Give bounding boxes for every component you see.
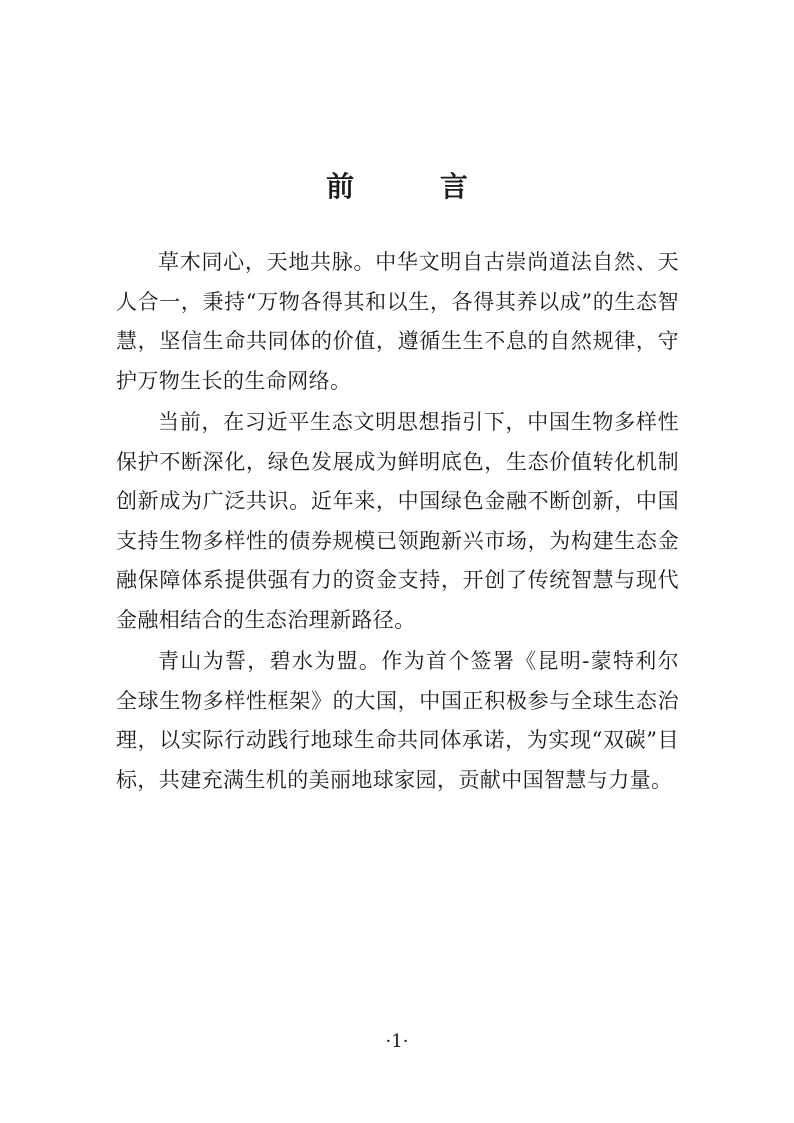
paragraph-1: 草木同心，天地共脉。中华文明自古崇尚道法自然、天人合一，秉持“万物各得其和以生，各得其养以成”的生态智慧，坚信生命共同体的价值，遵循生生不息的自然规律，守护万物生长的生命网络。 bbox=[116, 250, 679, 393]
paragraph-3: 青山为誓，碧水为盟。作为首个签署《昆明-蒙特利尔全球生物多样性框架》的大国，中国正积极参与全球生态治理，以实际行动践行地球生命共同体承诺，为实现“双碳”目标，共建充满生机的美丽地球家园，贡献中国智慧与力量。 bbox=[116, 649, 679, 792]
page-title: 前 言 bbox=[326, 170, 506, 203]
preface-body bbox=[116, 243, 679, 800]
page-number: ·1· bbox=[385, 1031, 409, 1052]
paragraph-2: 当前，在习近平生态文明思想指引下，中国生物多样性保护不断深化，绿色发展成为鲜明底色，生态价值转化机制创新成为广泛共识。近年来，中国绿色金融不断创新，中国支持生物多样性的债券规模已领跑新兴市场，为构建生态金融保障体系提供强有力的资金支持，开创了传统智慧与现代金融相结合的生态治理新路径。 bbox=[116, 410, 679, 632]
